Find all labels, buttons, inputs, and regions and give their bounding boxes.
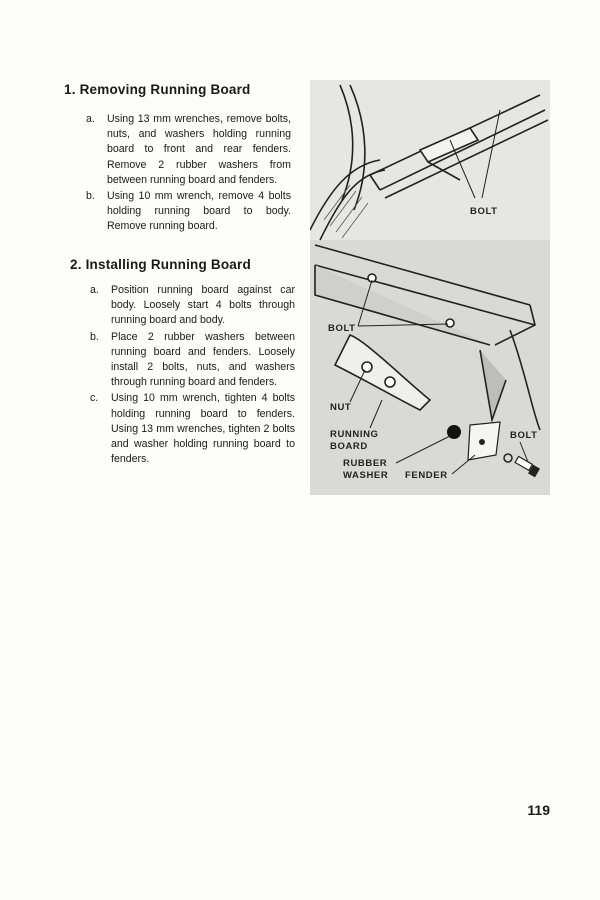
section-2-steps — [90, 283, 295, 468]
callout-running-board-2: BOARD — [330, 441, 368, 452]
callout-bolt-left: BOLT — [328, 323, 356, 334]
step-2a — [90, 283, 295, 329]
step-text: Using 10 mm wrench, tighten 4 bolts holding running board to fenders. Using 13 mm wrenches, tighten 2 bolts and washer holding running board to fenders. — [111, 392, 295, 466]
step-text: Using 10 mm wrench, remove 4 bolts holding running board to body. Remove running board. — [107, 190, 291, 233]
callout-fender: FENDER — [405, 470, 448, 481]
step-letter: a. — [86, 113, 95, 125]
step-1b — [86, 189, 291, 235]
callout-running-board-1: RUNNING — [330, 429, 379, 440]
step-text: Position running board against car body. Loosely start 4 bolts through running board and body. — [111, 284, 295, 327]
callout-rubber-washer-1: RUBBER — [343, 458, 388, 469]
callout-bolt-top: BOLT — [470, 206, 498, 217]
step-2c — [90, 391, 295, 467]
step-letter: a. — [90, 284, 99, 296]
step-2b — [90, 330, 295, 391]
running-board-illustration — [310, 80, 550, 495]
step-text: Place 2 rubber washers between running board and fenders. Loosely install 2 bolts, nuts, and washers through running board and fenders. — [111, 330, 295, 389]
page-number: 119 — [527, 802, 550, 818]
callout-bolt-right: BOLT — [510, 430, 538, 441]
section-2-title: 2. Installing Running Board — [70, 257, 251, 272]
step-letter: c. — [90, 392, 99, 405]
callout-nut: NUT — [330, 402, 352, 413]
fender-hole — [479, 439, 485, 445]
step-letter: b. — [90, 330, 99, 343]
step-1a — [86, 112, 291, 188]
section-1-steps — [86, 112, 291, 236]
step-letter: b. — [86, 190, 95, 203]
step-text: Using 13 mm wrenches, remove bolts, nuts, and washers holding running board to front and rear fenders. Remove 2 rubber washers from between running board and fenders. — [107, 113, 291, 186]
callout-rubber-washer-2: WASHER — [343, 470, 389, 481]
section-1-title: 1. Removing Running Board — [64, 82, 251, 97]
